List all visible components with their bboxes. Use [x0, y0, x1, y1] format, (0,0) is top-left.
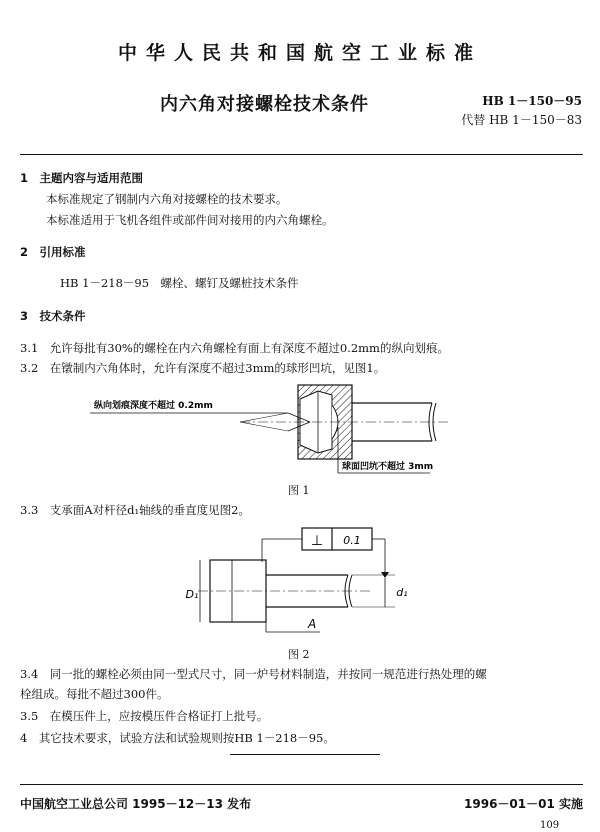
tolerance-value: 0.1	[343, 534, 361, 547]
effective-date: 1996－01－01 实施	[464, 797, 583, 811]
clause-3-3: 3.3 支承面A对杆径d₁轴线的垂直度见图2。	[20, 503, 250, 517]
tolerance-symbol: ⊥	[310, 533, 324, 549]
clause-3-4-line-1: 3.4 同一批的螺栓必须由同一型式尺寸，同一炉号材料制造，并按同一规范进行热处理的螺	[20, 667, 487, 681]
dimension-d1: d₁	[396, 586, 408, 599]
header-rule	[20, 154, 583, 155]
section-1-paragraph-1: 本标准规定了钢制内六角对接螺栓的技术要求。	[46, 192, 288, 206]
datum-A: A	[308, 617, 317, 631]
section-3-heading: 3 技术条件	[20, 309, 86, 323]
clause-4: 4 其它技术要求，试验方法和试验规则按HB 1－218－95。	[20, 731, 335, 745]
replaces-code: 代替 HB 1－150－83	[461, 113, 582, 127]
clause-3-1: 3.1 允许每批有30%的螺栓在内六角螺栓有面上有深度不超过0.2mm的纵向划痕。	[20, 341, 449, 355]
end-rule	[230, 754, 380, 755]
standard-code: HB 1－150－95	[482, 94, 582, 108]
clause-3-5: 3.5 在模压件上，应按模压件合格证打上批号。	[20, 709, 269, 723]
section-1-heading: 1 主题内容与适用范围	[20, 171, 144, 185]
page-number: 109	[540, 820, 560, 831]
figure-1-scratch-label: 纵向划痕深度不超过 0.2mm	[94, 401, 213, 411]
figure-2-drawing	[170, 520, 430, 650]
clause-3-4-line-2: 栓组成。每批不超过300件。	[20, 687, 169, 701]
dimension-D1: D₁	[185, 588, 199, 601]
footer-rule	[20, 784, 583, 785]
section-1-paragraph-2: 本标准适用于飞机各组件或部件间对接用的内六角螺栓。	[46, 213, 334, 227]
section-2-heading: 2 引用标准	[20, 245, 86, 259]
figure-1-drawing	[60, 375, 540, 490]
issuer-date: 中国航空工业总公司 1995－12－13 发布	[20, 797, 252, 811]
reference-standard: HB 1－218－95 螺栓、螺钉及螺桩技术条件	[60, 276, 299, 290]
figure-2-caption: 图 2	[288, 648, 310, 661]
figure-1-caption: 图 1	[288, 484, 310, 497]
document-title: 内六角对接螺栓技术条件	[160, 94, 369, 115]
standard-name: 中华人民共和国航空工业标准	[117, 42, 482, 64]
clause-3-2: 3.2 在镦制内六角体时，允许有深度不超过3mm的球形凹坑，见图1。	[20, 361, 386, 375]
figure-1-pit-label: 球面凹坑不超过 3mm	[342, 462, 434, 472]
